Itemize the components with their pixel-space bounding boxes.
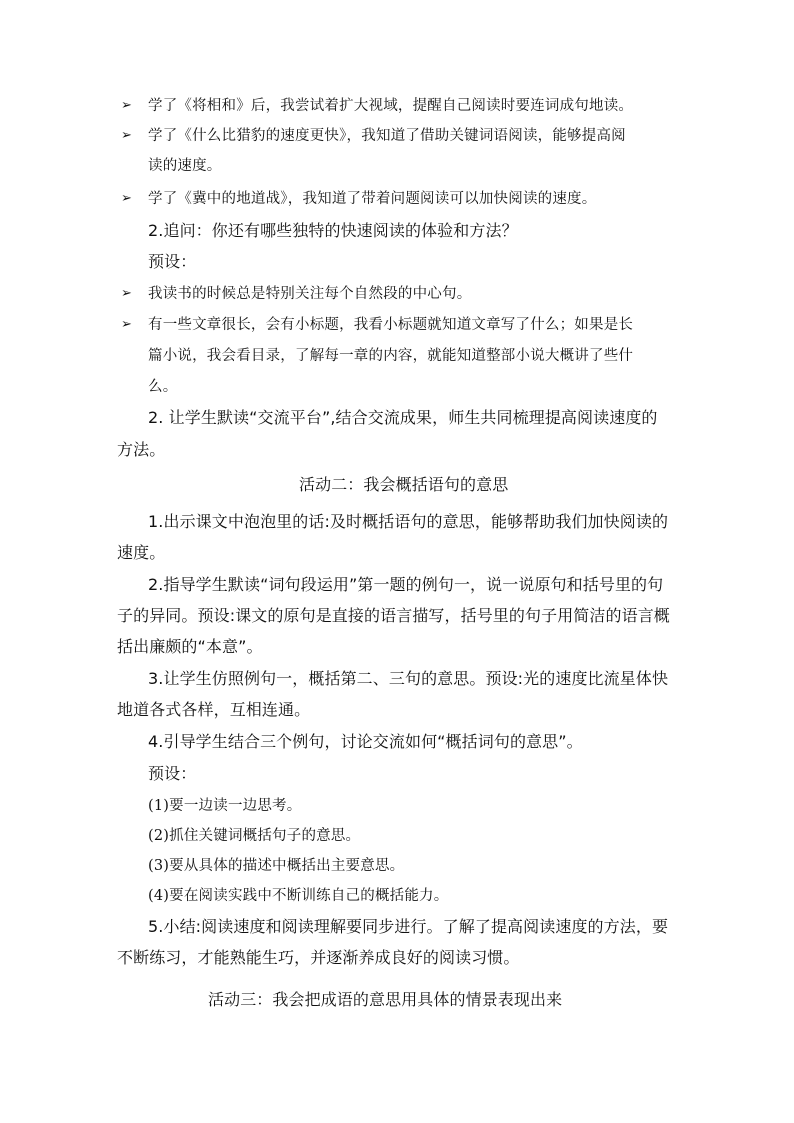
bullet-arrow-icon: ➢ (121, 98, 132, 113)
bullet-text: 学了《冀中的地道战》，我知道了带着问题阅读可以加快阅读的速度。 (148, 191, 597, 207)
paragraph: 2. 让学生默读“交流平台”,结合交流成果，师生共同梳理提高阅读速度的 (148, 408, 658, 427)
step-item-continued: 括出廉颇的“本意”。 (117, 637, 263, 656)
bullet-text: 有一些文章很长，会有小标题，我看小标题就知道文章写了什么；如果是长 (148, 317, 634, 333)
bullet-text: 学了《什么比猎豹的速度更快》，我知道了借助关键词语阅读，能够提高阅 (148, 128, 626, 144)
summary-paragraph: 5.小结:阅读速度和阅读理解要同步进行。了解了提高阅读速度的方法，要 (148, 917, 669, 936)
preset-label: 预设： (148, 252, 197, 271)
bullet-arrow-icon: ➢ (121, 128, 132, 143)
step-item: 4.引导学生结合三个例句，讨论交流如何“概括词句的意思”。 (148, 732, 583, 751)
preset-label: 预设： (148, 764, 197, 783)
bullet-text-continued: 读的速度。 (148, 158, 222, 174)
activity-three-heading: 活动三：我会把成语的意思用具体的情景表现出来 (208, 990, 563, 1009)
step-item-continued: 子的异同。预设:课文的原句是直接的语言描写，括号里的句子用简洁的语言概 (117, 606, 670, 625)
step-item: 2.指导学生默读“词句段运用”第一题的例句一，说一说原句和括号里的句 (148, 575, 664, 594)
step-item: 1.出示课文中泡泡里的话:及时概括语句的意思，能够帮助我们加快阅读的 (148, 512, 669, 531)
bullet-text: 我读书的时候总是特别关注每个自然段的中心句。 (148, 286, 472, 302)
follow-up-question: 2.追问：你还有哪些独特的快速阅读的体验和方法？ (148, 221, 518, 240)
summary-paragraph-continued: 不断练习，才能熟能生巧，并逐渐养成良好的阅读习惯。 (117, 948, 520, 967)
preset-item: (1)要一边读一边思考。 (148, 798, 302, 814)
paragraph-continued: 方法。 (117, 440, 166, 459)
step-item-continued: 速度。 (117, 543, 166, 562)
bullet-arrow-icon: ➢ (121, 191, 132, 206)
preset-item: (3)要从具体的描述中概括出主要意思。 (148, 858, 405, 874)
bullet-text-continued: 篇小说，我会看目录，了解每一章的内容，就能知道整部小说大概讲了些什 (148, 348, 634, 364)
bullet-text: 学了《将相和》后，我尝试着扩大视域，提醒自己阅读时要连词成句地读。 (148, 98, 634, 114)
preset-item: (2)抓住关键词概括句子的意思。 (148, 828, 361, 844)
step-item: 3.让学生仿照例句一，概括第二、三句的意思。预设:光的速度比流星体快 (148, 669, 669, 688)
step-item-continued: 地道各式各样，互相连通。 (117, 700, 311, 719)
bullet-arrow-icon: ➢ (121, 286, 132, 301)
preset-item: (4)要在阅读实践中不断训练自己的概括能力。 (148, 888, 449, 904)
bullet-arrow-icon: ➢ (121, 317, 132, 332)
activity-two-heading: 活动二：我会概括语句的意思 (299, 475, 509, 494)
bullet-text-continued: 么。 (148, 379, 178, 395)
